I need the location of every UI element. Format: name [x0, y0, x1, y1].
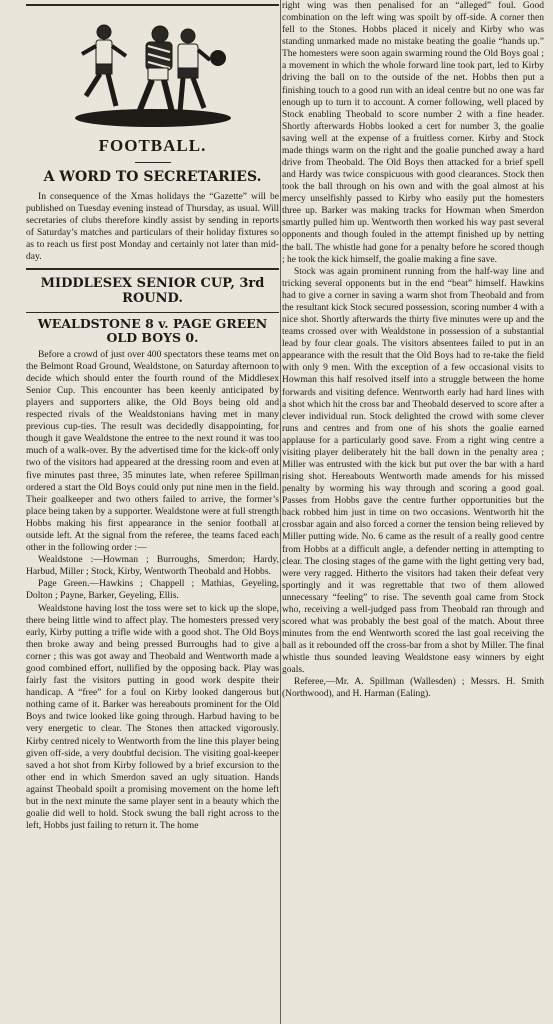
match-title: WEALDSTONE 8 v. PAGE GREEN OLD BOYS 0. — [37, 315, 268, 345]
team-page-green: Page Green.—Hawkins ; Chappell ; Mathias, Geyeling, Dolton ; Payne, Barker, Geyeling, Ellis. — [26, 578, 279, 602]
football-heading: FOOTBALL. — [98, 136, 207, 155]
notice-title: A WORD TO SECRETARIES. — [43, 169, 262, 185]
notice-paragraph: In consequence of the Xmas holidays the “Gazette” will be published on Tuesday evening instead of Thursday, as usual. Will secretaries of clubs therefore kindly assist by sending in reports of Saturday’s matches and particulars of their holiday fixtures so as to reach us first post Monday and certainly not later than mid-day. — [26, 191, 279, 263]
column-rule — [280, 0, 281, 1024]
cup-title: MIDDLESEX SENIOR CUP, 3rd ROUND. — [40, 275, 265, 306]
section-rule — [26, 268, 279, 270]
short-rule — [135, 162, 171, 163]
right-column — [282, 0, 544, 1024]
officials-paragraph: Referee,—Mr. A. Spillman (Wallesden) ; Messrs. H. Smith (Northwood), and H. Harman (Ealing). — [282, 677, 544, 700]
report-continued-1: right wing was then penalised for an “alleged” foul. Good combination on the left wing was spoilt by off-side. A corner then fell to the Stones. Hobbs placed it nicely and Kirby who was standing unmarked made no mistake beating the goalie “hands up.” The homesters were soon again swarming round the Old Boys goal ; a movement in which the whole forward line took part, led to Kirby driving the ball on to the outside of the net. Hobbs then put a finishing touch to a good run with an ideal centre but no one was far enough up to turn it to account. A corner following, well placed by Stock enabling Theobald to score number 2 with a fine header. Shortly afterwards Hobbs looked a cert for number 3, the goalie saving well at the expense of a fruitless corner. Kirby and Stock made things warm on the right and the goalie punched away a hard drive from Theobald. The Old Boys then attacked for a brief spell and Hardy was twice conspicuous with good clearances. Stock then took the ball through on his own and with the goal almost at his mercy unselfishly passed to Kirby who easily put the homesters three up. Barker was making tracks for Howman when Smerdon smartly pulled him up. Wentworth then worked his way past several opponents and though fouled in the attempt finished up by netting the ball. The whistle had gone for a penalty before he scored though ; he took the kick himself, the goalie making a fine save. — [282, 1, 544, 265]
team-wealdstone: Wealdstone :—Howman ; Burroughs, Smerdon; Hardy, Harbud, Miller ; Stock, Kirby, Wentworth Theobald and Hobbs. — [26, 554, 279, 578]
report-continued-2: Stock was again prominent running from the half-way line and tricking several opponents but in the end “beat” himself. Hawkins had to give a corner in saving a warm shot from Theobald and from the resultant kick Stock secured possession, scoring number 4 with a nice shot. Shortly afterwards the thirty five minutes were up and the teams crossed over with Wealdstone in possession of a substantial lead by four clear goals. The visitors absentees failed to put in an appearance with the result that the Old Boys had to re-take the field with only 9 men. With the exception of a few occasional visits to Howman this half resolved itself into a struggle between the home forwards and visiting defence. Wentworth early had hard lines with a shot which hit the cross bar and Theobald deserved to score after a clever individual run. Stock delighted the crowd with some clever runs and centres and from one of his shots the goalie earned applause for a particularly good save. From a right wing centre a visiting player deliberately hit the ball down in the penalty area ; Miller was entrusted with the kick but put over the bar with a hard rising shot. Hereabouts Wentworth made amends for his missed penalty by worming his way through and scoring a good goal. Passes from Hobbs gave the centre further opportunities but the back robbed him just in time on two occasions. Wentworth hit the crossbar again and also forced a corner the tension being relieved by Miller putting wide. No. 6 came as the result of a really good centre from Hobbs at a difficult angle, a defender netting in attempting to clear. The closing stages of the game with the light getting very bad, were very ragged. Hitherto the visitors had taken their defeat very sportingly and it was regrettable that two of them allowed unnecessary “feeling” to rise. The seventh goal came from Stock who, receiving a well-judged pass from Theobald ran through and scored what was probably the best goal of the match. About three minutes from the end Wentworth scored the last goal receiving the ball as it rebounded off the cross-bar from a shot by Miller. The final whistle thus sounded leaving Wealdstone easy winners by eight goals. — [282, 266, 544, 676]
section-rule-thin — [26, 312, 279, 313]
report-paragraph-2: Wealdstone having lost the toss were set to kick up the slope, there being little wind to affect play. The homesters pressed very early, Kirby putting a trifle wide with a good shot. The Old Boys then broke away and being pressed Burroughs had to give a corner ; this was got away and Theobald and Wentworth made a good combined effort, nullified by the opposing back. Play was fairly fast the visitors putting in good work despite their handicap. A “free” for a foul on Kirby looked dangerous but nothing came of it. Barker was hereabouts prominent for the Old Boys and twice looked like going through. Harbud having to be very energetic to clear. The Stones then attacked vigorously. Kirby centred nicely to Wentworth from the line this player being given off-side, a very doubtful decision. The visiting goal-keeper saved a hot shot from Kirby followed by a brief excursion to the other end in which Smerdon saved an ugly situation. Hands against Theobald spoilt a promising movement on the home left but in the next minute the same player sent in a beauty which the goalie did well to hold. Stock swung the ball right across to the left, Hobbs just failing to return it. The home — [26, 602, 279, 832]
left-column — [26, 0, 279, 1024]
report-paragraph-1: Before a crowd of just over 400 spectators these teams met on the Belmont Road Ground, Wealdstone, on Saturday afternoon to decide which should enter the fourth round of the Middlesex Senior Cup. This encounter has been keenly anticipated by players and supporters alike, the Old Boys being old and respected rivals of the Wealdstonians having met in many previous cup-ties. The result was decidedly disappointing, for though it gave Wealdstone the entree to the next round it was too much of a walk-over. By the advertised time for the kick-off only two of the visitors had appeared at the dressing room and even at five minutes past three, 35 minutes late, when referee Spillman ordered a start the Old Boys could only put nine men in the field. Their goalkeeper and two others failed to arrive, the former’s place being taken by a supporter. Wealdstone were at full strength Hobbs making his first appearance in the senior football at outside left. At the signal from the referee, the teams faced each other in the following order :— — [26, 348, 279, 554]
football-players-illustration — [68, 14, 238, 132]
